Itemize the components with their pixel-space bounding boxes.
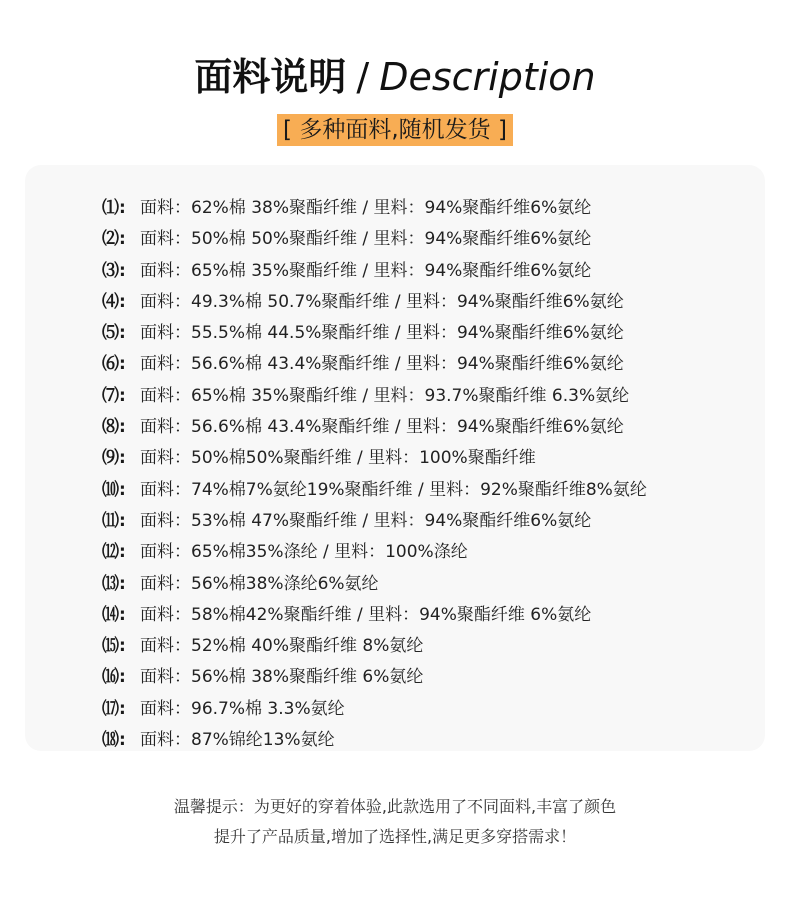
fabric-item <box>102 600 752 631</box>
fabric-item <box>102 631 752 662</box>
fabric-text: 面料：65%棉35%涤纶 / 里料：100%涤纶 <box>140 542 468 563</box>
fabric-number: ⑷: <box>102 291 126 312</box>
fabric-text: 面料：65%棉 35%聚酯纤维 / 里料：93.7%聚酯纤维 6.3%氨纶 <box>140 385 630 406</box>
fabric-item <box>102 725 752 756</box>
fabric-item <box>102 412 752 443</box>
fabric-item <box>102 256 752 287</box>
fabric-item <box>102 349 752 380</box>
fabric-item <box>102 694 752 725</box>
fabric-text: 面料：52%棉 40%聚酯纤维 8%氨纶 <box>140 636 424 657</box>
fabric-number: ⑸: <box>102 323 126 344</box>
fabric-item <box>102 475 752 506</box>
fabric-item <box>102 662 752 693</box>
fabric-text: 面料：58%棉42%聚酯纤维 / 里料：94%聚酯纤维 6%氨纶 <box>140 604 592 625</box>
fabric-number: ⑿: <box>102 542 126 563</box>
fabric-text: 面料：50%棉50%聚酯纤维 / 里料：100%聚酯纤维 <box>140 448 536 469</box>
warm-tip-line-1: 温馨提示：为更好的穿着体验,此款选用了不同面料,丰富了颜色 <box>173 797 617 816</box>
fabric-number: ⒄: <box>102 698 126 719</box>
tag-container <box>0 114 790 146</box>
page-title <box>0 52 790 102</box>
fabric-text: 面料：56%棉38%涤纶6%氨纶 <box>140 573 379 594</box>
fabric-number: ⑺: <box>102 385 126 406</box>
shipping-tag: [ 多种面料,随机发货 ] <box>277 114 513 146</box>
fabric-text: 面料：56.6%棉 43.4%聚酯纤维 / 里料：94%聚酯纤维6%氨纶 <box>140 417 624 438</box>
fabric-item <box>102 287 752 318</box>
fabric-item <box>102 537 752 568</box>
fabric-text: 面料：56%棉 38%聚酯纤维 6%氨纶 <box>140 667 424 688</box>
fabric-text: 面料：53%棉 47%聚酯纤维 / 里料：94%聚酯纤维6%氨纶 <box>140 510 592 531</box>
fabric-number: ⑶: <box>102 260 126 281</box>
fabric-item <box>102 569 752 600</box>
warm-tip <box>0 792 790 852</box>
fabric-number: ⑽: <box>102 479 126 500</box>
fabric-text: 面料：55.5%棉 44.5%聚酯纤维 / 里料：94%聚酯纤维6%氨纶 <box>140 323 624 344</box>
title-separator: / <box>356 55 370 99</box>
fabric-item <box>102 224 752 255</box>
fabric-number: ⑼: <box>102 448 126 469</box>
fabric-number: ⑵: <box>102 229 126 250</box>
title-chinese: 面料说明 <box>194 55 347 99</box>
fabric-text: 面料：65%棉 35%聚酯纤维 / 里料：94%聚酯纤维6%氨纶 <box>140 260 592 281</box>
fabric-text: 面料：49.3%棉 50.7%聚酯纤维 / 里料：94%聚酯纤维6%氨纶 <box>140 291 624 312</box>
fabric-text: 面料：62%棉 38%聚酯纤维 / 里料：94%聚酯纤维6%氨纶 <box>140 198 592 218</box>
fabric-number: ⑹: <box>102 354 126 375</box>
fabric-list <box>102 193 752 756</box>
fabric-text: 面料：87%锦纶13%氨纶 <box>140 730 335 751</box>
fabric-item <box>102 318 752 349</box>
fabric-item <box>102 443 752 474</box>
fabric-item <box>102 193 752 224</box>
warm-tip-line-2: 提升了产品质量,增加了选择性,满足更多穿搭需求！ <box>213 827 577 846</box>
fabric-item <box>102 506 752 537</box>
fabric-text: 面料：96.7%棉 3.3%氨纶 <box>140 698 345 719</box>
fabric-text: 面料：74%棉7%氨纶19%聚酯纤维 / 里料：92%聚酯纤维8%氨纶 <box>140 479 647 500</box>
fabric-text: 面料：50%棉 50%聚酯纤维 / 里料：94%聚酯纤维6%氨纶 <box>140 229 592 250</box>
fabric-number: ⒃: <box>102 667 126 688</box>
fabric-number: ⒂: <box>102 636 126 657</box>
fabric-number: ⑴: <box>102 198 126 218</box>
fabric-number: ⒀: <box>102 573 126 594</box>
title-english: Description <box>379 55 596 99</box>
fabric-number: ⑻: <box>102 417 126 438</box>
fabric-item <box>102 381 752 412</box>
fabric-number: ⑾: <box>102 510 126 531</box>
fabric-number: ⒁: <box>102 604 126 625</box>
fabric-text: 面料：56.6%棉 43.4%聚酯纤维 / 里料：94%聚酯纤维6%氨纶 <box>140 354 624 375</box>
fabric-number: ⒅: <box>102 730 126 751</box>
